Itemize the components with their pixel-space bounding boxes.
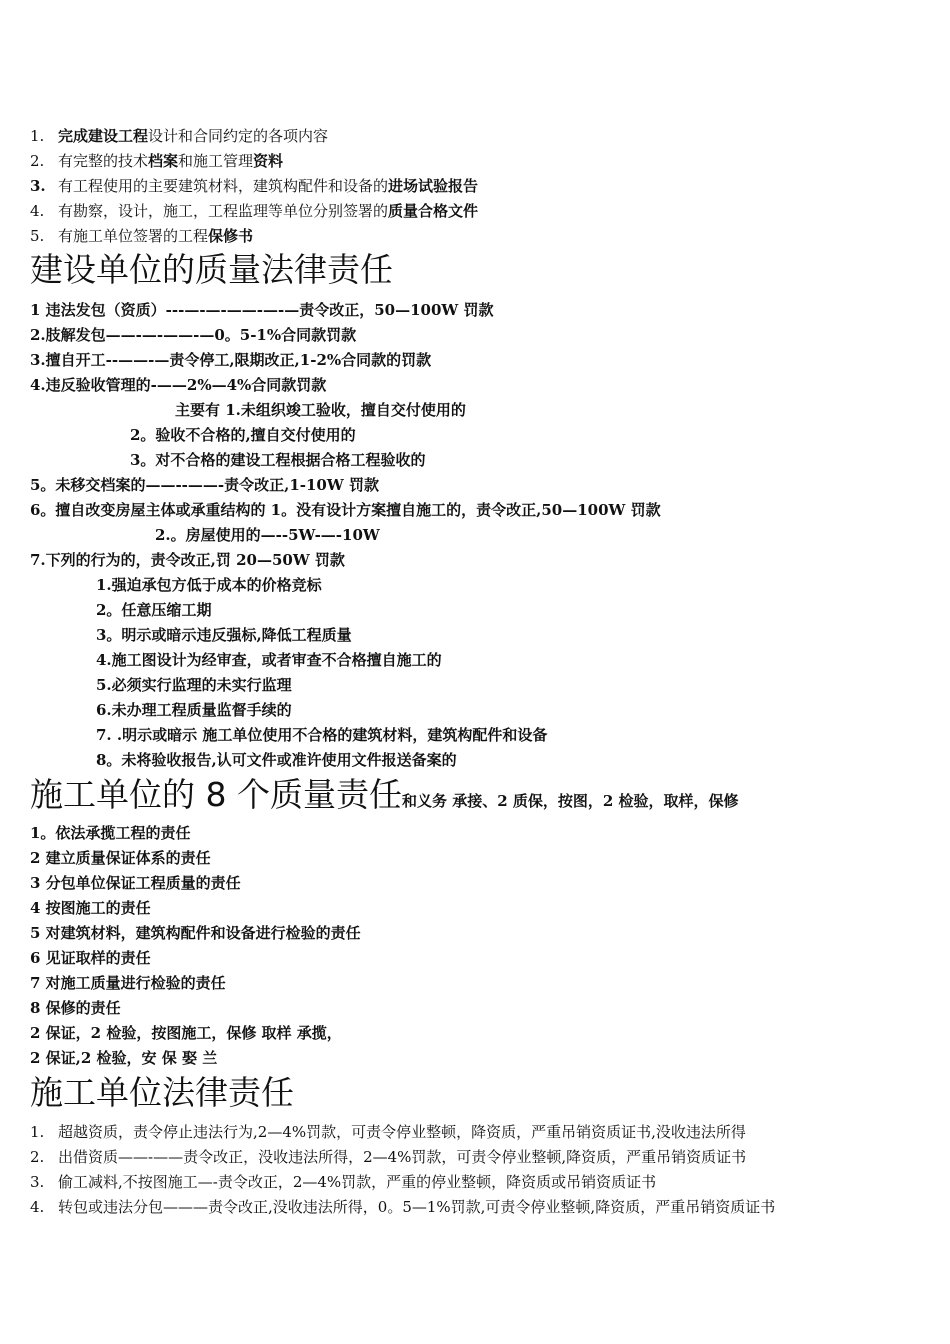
list-item: 7.下列的行为的，责令改正,罚 20—50W 罚款 bbox=[30, 551, 345, 569]
list-item: 7 对施工质量进行检验的责任 bbox=[30, 974, 226, 992]
list-number: 3. bbox=[30, 1173, 45, 1191]
list-item: 3。明示或暗示违反强标,降低工程质量 bbox=[96, 626, 352, 644]
list-number: 1. bbox=[30, 1123, 45, 1141]
list-item bbox=[30, 1172, 656, 1192]
list-item: 4 按图施工的责任 bbox=[30, 899, 151, 917]
list-item bbox=[30, 126, 328, 146]
list-item: 5 对建筑材料，建筑构配件和设备进行检验的责任 bbox=[30, 924, 361, 942]
list-text: 有勘察，设计，施工，工程监理等单位分别签署的 bbox=[58, 202, 389, 220]
list-number: 4. bbox=[30, 202, 45, 220]
list-number: 1. bbox=[30, 127, 45, 145]
list-item: 2 保证，2 检验，按图施工，保修 取样 承揽， bbox=[30, 1024, 342, 1042]
list-item: 3。对不合格的建设工程根据合格工程验收的 bbox=[130, 451, 426, 469]
list-item: 1.强迫承包方低于成本的价格竞标 bbox=[96, 576, 322, 594]
list-text: 设计和合同约定的各项内容 bbox=[148, 127, 329, 145]
list-item: 5.必须实行监理的未实行监理 bbox=[96, 676, 292, 694]
list-item: 3.擅自开工--——-—责令停工,限期改正,1-2%合同款的罚款 bbox=[30, 351, 432, 369]
list-text: 有施工单位签署的工程 bbox=[58, 227, 209, 245]
list-item: 2 建立质量保证体系的责任 bbox=[30, 849, 211, 867]
list-text: 转包或违法分包———责令改正,没收违法所得，0。5—1%罚款,可责令停业整顿,降资质，严重吊销资质证书 bbox=[58, 1198, 776, 1216]
section-title-main: 施工单位的 8 个质量责任 bbox=[30, 775, 402, 814]
list-item: 1 违法发包（资质）---—-—-——-—-—责令改正，50—100W 罚款 bbox=[30, 301, 494, 319]
list-text: 档案 bbox=[148, 152, 179, 170]
list-item: 主要有 1.未组织竣工验收，擅自交付使用的 bbox=[175, 401, 466, 419]
list-text: 超越资质，责令停止违法行为,2—4%罚款，可责令停业整顿，降资质，严重吊销资质证书,没收违法所得 bbox=[58, 1123, 746, 1141]
list-item: 2.。房屋使用的—--5W-—-10W bbox=[155, 526, 380, 544]
list-text: 保修书 bbox=[208, 227, 254, 245]
list-text: 和施工管理 bbox=[178, 152, 254, 170]
list-text: 偷工减料,不按图施工—-责令改正，2—4%罚款，严重的停业整顿，降资质或吊销资质证书 bbox=[58, 1173, 657, 1191]
list-item bbox=[30, 1197, 775, 1217]
list-item: 3 分包单位保证工程质量的责任 bbox=[30, 874, 241, 892]
section-title-contractor-liability: 施工单位法律责任 bbox=[30, 1073, 294, 1112]
section-title-owner-liability: 建设单位的质量法律责任 bbox=[30, 250, 393, 289]
list-item: 4.违反验收管理的-——2%—4%合同款罚款 bbox=[30, 376, 327, 394]
list-item: 6.未办理工程质量监督手续的 bbox=[96, 701, 292, 719]
list-item: 2。验收不合格的,擅自交付使用的 bbox=[130, 426, 356, 444]
list-item: 6。擅自改变房屋主体或承重结构的 1。没有设计方案擅自施工的，责令改正,50—100W 罚款 bbox=[30, 501, 661, 519]
list-item bbox=[30, 151, 283, 171]
list-number: 5. bbox=[30, 227, 45, 245]
list-item: 8 保修的责任 bbox=[30, 999, 121, 1017]
list-item bbox=[30, 176, 478, 196]
list-text: 出借资质——-——责令改正，没收违法所得，2—4%罚款，可责令停业整顿,降资质，严重吊销资质证书 bbox=[58, 1148, 747, 1166]
list-item: 6 见证取样的责任 bbox=[30, 949, 151, 967]
list-item: 7. .明示或暗示 施工单位使用不合格的建筑材料，建筑构配件和设备 bbox=[96, 726, 548, 744]
list-number: 4. bbox=[30, 1198, 45, 1216]
section-title-contractor-duties bbox=[30, 775, 739, 821]
list-text: 完成建设工程 bbox=[58, 127, 149, 145]
list-text: 质量合格文件 bbox=[388, 202, 479, 220]
list-item bbox=[30, 1147, 746, 1167]
list-text: 资料 bbox=[253, 152, 284, 170]
list-item: 5。未移交档案的——--——-责令改正,1-10W 罚款 bbox=[30, 476, 379, 494]
list-item: 2 保证,2 检验，安 保 娶 兰 bbox=[30, 1049, 218, 1067]
list-number: 2. bbox=[30, 1148, 45, 1166]
list-item: 1。依法承揽工程的责任 bbox=[30, 824, 191, 842]
list-item: 4.施工图设计为经审查，或者审查不合格擅自施工的 bbox=[96, 651, 442, 669]
list-text: 有完整的技术 bbox=[58, 152, 149, 170]
list-item bbox=[30, 226, 253, 246]
list-text: 有工程使用的主要建筑材料，建筑构配件和设备的 bbox=[58, 177, 389, 195]
list-item: 2.肢解发包——-—-——-—0。5-1%合同款罚款 bbox=[30, 326, 357, 344]
list-item bbox=[30, 1122, 746, 1142]
list-text: 进场试验报告 bbox=[388, 177, 479, 195]
list-number: 3. bbox=[30, 177, 46, 195]
list-number: 2. bbox=[30, 152, 45, 170]
list-item: 8。未将验收报告,认可文件或准许使用文件报送备案的 bbox=[96, 751, 457, 769]
section-title-tail: 和义务 承接、2 质保，按图，2 检验，取样，保修 bbox=[401, 792, 739, 810]
list-item: 2。任意压缩工期 bbox=[96, 601, 212, 619]
list-item bbox=[30, 201, 478, 221]
